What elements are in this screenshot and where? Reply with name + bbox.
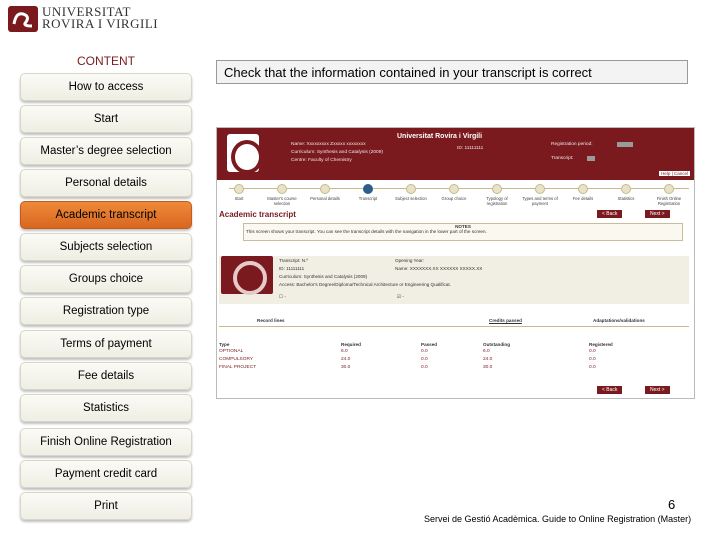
sidebar-item-terms-of-payment[interactable]: Terms of payment xyxy=(20,330,192,358)
header-curriculum: Curriculum: Synthesis and Catalysis (2009) xyxy=(291,150,383,155)
info-transcript-no: Transcript: N.º xyxy=(279,258,309,263)
step-dot-icon xyxy=(363,184,373,194)
step-label: Fee details xyxy=(572,196,594,201)
info-opening-year: Opening Year: xyxy=(395,258,425,263)
step-dot-icon xyxy=(621,184,631,194)
next-button[interactable]: Next > xyxy=(645,210,670,218)
sidebar-item-start[interactable]: Start xyxy=(20,105,192,133)
column-header: Required xyxy=(341,342,361,347)
header-university: Universitat Rovira i Virgili xyxy=(397,133,483,140)
wizard-step[interactable] xyxy=(434,184,474,201)
table-cell: COMPULSORY xyxy=(219,357,254,362)
notes-box xyxy=(243,223,683,241)
table-row xyxy=(219,349,689,356)
table-cell: 24.0 xyxy=(483,357,493,362)
info-id: ID: 11111111 xyxy=(279,266,305,271)
table-cell: 6.0 xyxy=(483,349,490,354)
section-title: Academic transcript xyxy=(219,210,296,219)
step-label: Statistics xyxy=(617,196,635,201)
sidebar-item-print[interactable]: Print xyxy=(20,492,192,520)
next-button-bottom[interactable]: Next > xyxy=(645,386,670,394)
wizard-step[interactable] xyxy=(477,184,517,206)
record-divider xyxy=(219,326,689,327)
sidebar-item-registration-type[interactable]: Registration type xyxy=(20,297,192,325)
footer-text: Servei de Gestió Acadèmica. Guide to Online Registration (Master) xyxy=(424,514,692,524)
step-dot-icon xyxy=(664,184,674,194)
step-dot-icon xyxy=(406,184,416,194)
column-header: Outstanding xyxy=(483,342,511,347)
info-curriculum: Curriculum: Synthesis and Catalysis (2009) xyxy=(279,274,368,279)
table-cell: 24.0 xyxy=(341,357,351,362)
urv-logo-icon xyxy=(8,6,38,32)
header-centre: Centre: Faculty of Chemistry xyxy=(291,158,352,163)
step-dot-icon xyxy=(234,184,244,194)
step-dot-icon xyxy=(320,184,330,194)
sidebar-item-master-s-degree-selection[interactable]: Master’s degree selection xyxy=(20,137,192,165)
info-checkbox-2[interactable]: ☑ - xyxy=(397,294,404,299)
transcript-info-panel xyxy=(219,256,689,304)
step-label: Start xyxy=(234,196,244,201)
step-label: Finish Online Registration xyxy=(656,196,682,206)
step-label: Group choice xyxy=(441,196,467,201)
table-cell: 0.0 xyxy=(589,365,596,370)
table-cell: 30.0 xyxy=(483,365,493,370)
sidebar-item-statistics[interactable]: Statistics xyxy=(20,394,192,422)
step-dot-icon xyxy=(578,184,588,194)
link-credits-passed[interactable]: Credits passed xyxy=(489,318,522,323)
step-label: Subject selection xyxy=(395,196,427,201)
column-header: Registered xyxy=(589,342,613,347)
wizard-step[interactable] xyxy=(348,184,388,201)
panel-logo-icon xyxy=(221,256,273,294)
screenshot-header xyxy=(217,128,694,180)
reg-period-value xyxy=(617,142,633,147)
table-cell: 0.0 xyxy=(421,349,428,354)
sidebar-title: CONTENT xyxy=(77,54,135,68)
header-transcript: Transcript: xyxy=(551,156,574,161)
notes-text: This screen shows your transcript. You can see the transcript details with the navigation in the lower part of the screen. xyxy=(246,229,487,234)
sidebar-item-personal-details[interactable]: Personal details xyxy=(20,169,192,197)
table-cell: FINAL PROJECT xyxy=(219,365,257,370)
table-cell: 0.0 xyxy=(589,357,596,362)
link-record-lines[interactable]: Record lines xyxy=(257,318,285,323)
info-checkbox-1[interactable]: ☐ - xyxy=(279,294,286,299)
back-button[interactable]: < Back xyxy=(597,210,622,218)
table-cell: 30.0 xyxy=(341,365,351,370)
sidebar-item-payment-credit-card[interactable]: Payment credit card xyxy=(20,460,192,488)
wizard-step[interactable] xyxy=(219,184,259,201)
sidebar-item-fee-details[interactable]: Fee details xyxy=(20,362,192,390)
university-logo xyxy=(8,6,158,34)
sidebar-item-how-to-access[interactable]: How to access xyxy=(20,73,192,101)
back-button-bottom[interactable]: < Back xyxy=(597,386,622,394)
logo-wordmark: UNIVERSITAT ROVIRA I VIRGILI xyxy=(42,4,159,31)
step-label: Personal details xyxy=(310,196,340,201)
page-heading: Check that the information contained in your transcript is correct xyxy=(216,60,688,84)
info-name: Name: XXXXXXX.XX XXXXXX XXXXX.XX xyxy=(395,266,483,271)
sidebar-item-finish-online-registration[interactable]: Finish Online Registration xyxy=(20,428,192,456)
wizard-step[interactable] xyxy=(649,184,689,206)
help-cancel-links[interactable]: Help | Cancel xyxy=(661,171,688,176)
link-adaptations[interactable]: Adaptations/validations xyxy=(593,318,645,323)
wizard-step[interactable] xyxy=(520,184,560,206)
step-dot-icon xyxy=(535,184,545,194)
sidebar-item-groups-choice[interactable]: Groups choice xyxy=(20,265,192,293)
registration-screenshot xyxy=(216,127,695,399)
table-cell: 0.0 xyxy=(421,357,428,362)
table-cell: 6.0 xyxy=(341,349,348,354)
step-label: Types and terms of payment xyxy=(522,196,558,206)
wizard-step[interactable] xyxy=(391,184,431,201)
step-label: Master's course selection xyxy=(267,196,297,206)
table-cell: 0.0 xyxy=(589,349,596,354)
step-dot-icon xyxy=(277,184,287,194)
sidebar-item-academic-transcript[interactable]: Academic transcript xyxy=(20,201,192,229)
table-cell: 0.0 xyxy=(421,365,428,370)
wizard-step[interactable] xyxy=(563,184,603,201)
table-row xyxy=(219,365,689,372)
step-dot-icon xyxy=(492,184,502,194)
notes-title: NOTES xyxy=(455,224,471,229)
wizard-step[interactable] xyxy=(606,184,646,201)
table-row xyxy=(219,357,689,364)
header-name: Name: Xxxxxxxxx Zxxxxx xxxxxxxx xyxy=(291,142,366,147)
wizard-step[interactable] xyxy=(262,184,302,206)
table-cell: OPTIONAL xyxy=(219,349,244,354)
transcript-value xyxy=(587,156,595,161)
step-dot-icon xyxy=(449,184,459,194)
column-header: Type xyxy=(219,342,230,347)
column-header: Passed xyxy=(421,342,438,347)
page-number: 6 xyxy=(668,497,676,512)
info-access: Access: Bachelor's Degree/Diploma/Technical Architecture or Engineering Qualificat. xyxy=(279,282,451,287)
step-label: Typology of registration xyxy=(486,196,508,206)
sidebar-item-subjects-selection[interactable]: Subjects selection xyxy=(20,233,192,261)
header-logo-icon xyxy=(227,134,259,172)
header-reg-period: Registration period: xyxy=(551,142,593,147)
step-label: Transcript xyxy=(358,196,378,201)
wizard-step[interactable] xyxy=(305,184,345,201)
header-id: ID: 11111111 xyxy=(457,146,484,151)
